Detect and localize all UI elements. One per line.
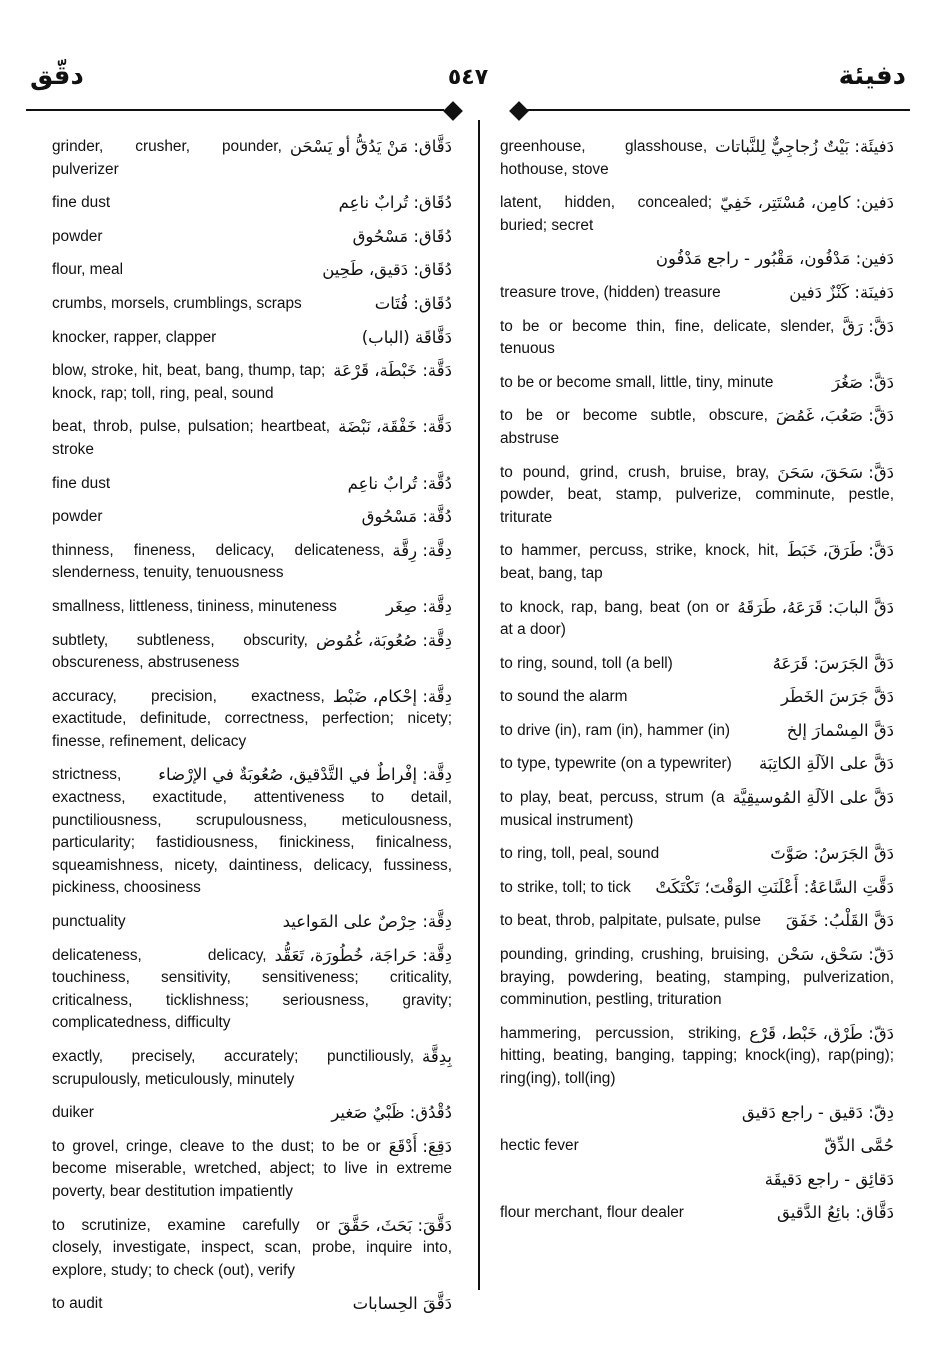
entry-arabic-headword: حُمَّى الدِّقّ xyxy=(824,1136,894,1156)
dictionary-entry xyxy=(52,686,452,754)
right-column xyxy=(500,136,894,1236)
dictionary-entry xyxy=(500,910,894,933)
header-rule-right xyxy=(524,109,910,111)
entry-arabic-headword: دُقَّة: تُرابٌ ناعِم xyxy=(347,473,452,493)
dictionary-entry xyxy=(500,753,894,776)
entry-arabic-headword: دُقَاق: مَسْحُوق xyxy=(352,226,452,246)
guide-word-right: دفيئة xyxy=(838,60,906,90)
dictionary-entry xyxy=(500,1102,894,1125)
entry-arabic-headword: دَقَّ المِسْمارَ إلخ xyxy=(786,720,894,740)
entry-english-definition: punctuality xyxy=(52,913,126,931)
entry-arabic-headword: دَقَّ: رَقَّ xyxy=(842,316,894,336)
left-column xyxy=(52,136,452,1327)
entry-english-definition: treasure trove, (hidden) treasure xyxy=(500,283,721,301)
entry-english-definition: greenhouse, glasshouse, hothouse, stove xyxy=(500,138,708,178)
entry-arabic-headword: دِقَّة: حِرْصٌ على المَواعيد xyxy=(282,912,452,932)
dictionary-entry xyxy=(52,327,452,350)
entry-arabic-headword: دَقَّة: خَفْقَة، نَبْضَة xyxy=(338,417,452,437)
entry-arabic-headword: دَقَّ: طَرَقَ، خَبَطَ xyxy=(786,541,894,561)
entry-arabic-headword: دَقَّ: سَحَقَ، سَحَنَ xyxy=(777,462,894,482)
entry-arabic-headword: دَفين: كامِن، مُسْتَتِر، خَفِيّ xyxy=(720,193,894,213)
entry-arabic-headword: دُقَاق: فُتَات xyxy=(374,293,452,313)
entry-arabic-headword: دَقّ: سَحْق، سَحْن xyxy=(777,945,894,965)
entry-english-definition: to beat, throb, palpitate, pulsate, pulse xyxy=(500,912,761,930)
entry-arabic-headword: دَقَّقَ الحِسابات xyxy=(352,1294,452,1314)
dictionary-entry xyxy=(500,405,894,450)
dictionary-entry xyxy=(52,293,452,316)
entry-english-definition: subtlety, subtleness, obscurity, obscureness, abstruseness xyxy=(52,631,308,672)
entry-english-definition: to be or become thin, fine, delicate, slender, tenuous xyxy=(500,317,835,358)
entry-english-definition: fine dust xyxy=(52,474,111,492)
dictionary-entry xyxy=(500,1202,894,1225)
entry-english-definition: powder xyxy=(52,508,103,526)
entry-arabic-headword: دَقَّتِ السَّاعَةُ: أَعْلَنَتِ الوَقْتَ؛ تَكْتَكَتْ xyxy=(655,877,894,897)
entry-english-definition: to hammer, percuss, strike, knock, hit, beat, bang, tap xyxy=(500,542,779,582)
dictionary-entry xyxy=(52,1102,452,1125)
dictionary-entry xyxy=(52,226,452,249)
entry-arabic-headword: دَقِعَ: أَدْقَعَ xyxy=(388,1136,452,1156)
entry-english-definition: beat, throb, pulse, pulsation; heartbeat, stroke xyxy=(52,418,331,458)
entry-arabic-headword: دَفيئَة: بَيْتٌ زُجاجِيٌّ لِلنَّباتات xyxy=(715,137,894,156)
entry-english-definition: powder xyxy=(52,227,103,245)
entry-english-definition: to pound, grind, crush, bruise, bray, powder, beat, stamp, pulverize, comminute, pestle, triturate xyxy=(500,463,894,526)
entry-english-definition: knocker, rapper, clapper xyxy=(52,328,217,346)
entry-arabic-headword: دَقَّقَ: بَحَثَ، حَقَّقَ xyxy=(337,1215,452,1235)
entry-arabic-headword: دَقّ: طَرْق، خَبْط، قَرْع xyxy=(749,1023,894,1043)
dictionary-entry xyxy=(52,506,452,529)
dictionary-entry xyxy=(52,192,452,215)
entry-arabic-headword: دُقَاق: تُرابٌ ناعِم xyxy=(338,193,452,213)
entry-english-definition: exactly, precisely, accurately; punctiliously, scrupulously, meticulously, minutely xyxy=(52,1048,414,1088)
dictionary-entry xyxy=(500,720,894,743)
entry-arabic-headword: دِقَّة: حَراجَة، خُطُورَة، تَعَقُّد xyxy=(274,945,452,965)
dictionary-entry xyxy=(500,462,894,530)
dictionary-entry xyxy=(52,945,452,1035)
dictionary-entry xyxy=(52,764,452,900)
entry-english-definition: to sound the alarm xyxy=(500,688,628,706)
entry-arabic-headword: دَقَّاقَة (الباب) xyxy=(361,327,452,347)
entry-arabic-headword: دُقْدُق: ظَبْيٌ صَغير xyxy=(331,1103,452,1123)
entry-arabic-headword: دَقَّ القَلْبُ: خَفَقَ xyxy=(785,911,894,931)
entry-arabic-headword: دِقَّة: صِغَر xyxy=(386,596,452,616)
dictionary-entry xyxy=(52,416,452,461)
entry-english-definition: to drive (in), ram (in), hammer (in) xyxy=(500,721,731,739)
page-number: ٥٤٧ xyxy=(447,64,489,89)
entry-arabic-headword: دَقَّ: صَغُرَ xyxy=(831,372,894,392)
entry-arabic-headword: بِدِقَّة xyxy=(422,1047,452,1066)
ornament-diamond-left xyxy=(443,101,463,121)
dictionary-entry xyxy=(52,473,452,496)
dictionary-entry xyxy=(500,686,894,709)
dictionary-entry xyxy=(500,316,894,361)
entry-english-definition: hammering, percussion, striking, hitting, beating, banging, tapping; knock(ing), rap(ping); ring(ing), toll(ing) xyxy=(500,1024,894,1087)
entry-english-definition: grinder, crusher, pounder, pulverizer xyxy=(52,138,282,178)
entry-english-definition: delicateness, delicacy, touchiness, sensitivity, sensitiveness; criticality, criticalness, ticklishness; seriousness, gravity; complicatedness, difficulty xyxy=(52,946,452,1032)
entry-arabic-headword: دَقَّ الجَرَسَ: قَرَعَهُ xyxy=(772,653,894,673)
entry-arabic-headword: دِقَّة: صُعُوبَة، غُمُوض xyxy=(315,630,452,650)
dictionary-entry xyxy=(500,1135,894,1158)
dictionary-entry xyxy=(52,630,452,675)
dictionary-entry xyxy=(500,843,894,866)
entry-english-definition: fine dust xyxy=(52,194,111,212)
dictionary-entry xyxy=(52,911,452,934)
entry-english-definition: latent, hidden, concealed; buried; secret xyxy=(500,194,713,234)
dictionary-entry xyxy=(500,1023,894,1091)
entry-english-definition: flour, meal xyxy=(52,261,124,279)
entry-english-definition: to be or become small, little, tiny, minute xyxy=(500,373,774,391)
dictionary-entry xyxy=(52,1136,452,1204)
entry-english-definition: to be or become subtle, obscure, abstruse xyxy=(500,407,768,447)
entry-english-definition: to type, typewrite (on a typewriter) xyxy=(500,755,732,773)
dictionary-entry xyxy=(500,1169,894,1192)
dictionary-entry xyxy=(500,282,894,305)
entry-english-definition: to ring, sound, toll (a bell) xyxy=(500,654,673,672)
dictionary-entry xyxy=(500,597,894,642)
entry-arabic-headword: دِقَّة: إحْكام، ضَبْط xyxy=(332,686,452,706)
entry-arabic-headword: دُقَاق: دَقيق، طَحِين xyxy=(322,260,452,280)
dictionary-entry xyxy=(500,787,894,832)
dictionary-entry xyxy=(500,372,894,395)
dictionary-entry xyxy=(52,360,452,405)
entry-arabic-headword: دِقَّة: إفْراطٌ في التَّدْقيق، صُعُوبَةٌ في الإرْضاء xyxy=(158,765,452,785)
entry-english-definition: to strike, toll; to tick xyxy=(500,878,631,896)
entry-english-definition: strictness, exactness, exactitude, attentiveness to detail, punctiliousness, scrupulousness, meticulousness, particularity; fastidiousness, finickiness, finicalness, squeamishness, nicety, daintiness, delicacy, fussiness, pickiness, choosiness xyxy=(52,766,452,897)
dictionary-entry xyxy=(500,877,894,900)
entry-arabic-headword: دِقَّة: رِقَّة xyxy=(392,540,452,560)
entry-english-definition: blow, stroke, hit, beat, bang, thump, tap; knock, rap; toll, ring, peal, sound xyxy=(52,362,326,402)
entry-arabic-headword: دَقَّاق: مَنْ يَدُقُّ أو يَسْحَن xyxy=(289,137,452,156)
dictionary-entry xyxy=(52,259,452,282)
entry-arabic-headword: دَقَّ على الآلَةِ المُوسيقِيَّة xyxy=(732,788,894,808)
entry-english-definition: pounding, grinding, crushing, bruising, braying, powdering, beating, stamping, pulverization, comminution, pestling, trituration xyxy=(500,946,894,1009)
entry-arabic-headword: دَقَّ على الآلَةِ الكاتِبَة xyxy=(759,754,894,774)
dictionary-entry xyxy=(500,540,894,585)
entry-english-definition: accuracy, precision, exactness, exactitude, definitude, correctness, perfection; nicety; finesse, refinement, delicacy xyxy=(52,687,452,750)
entry-english-definition: to knock, rap, bang, beat (on or at a door) xyxy=(500,598,730,639)
dictionary-entry xyxy=(500,248,894,271)
header-rule-left xyxy=(26,109,444,111)
guide-word-left: دقّق xyxy=(30,60,84,90)
entry-english-definition: duiker xyxy=(52,1104,94,1122)
entry-arabic-headword: دَفين: مَدْفُون، مَقْبُور - راجع مَدْفُون xyxy=(655,249,894,269)
column-divider xyxy=(478,120,480,1290)
entry-english-definition: to grovel, cringe, cleave to the dust; to be or become miserable, wretched, abject; to live in extreme poverty, bear destitution impatiently xyxy=(52,1137,452,1200)
dictionary-entry xyxy=(52,596,452,619)
dictionary-entry xyxy=(500,944,894,1012)
entry-english-definition: smallness, littleness, tininess, minuteness xyxy=(52,597,337,615)
entry-arabic-headword: دَقَّ: صَعُبَ، غَمُضَ xyxy=(775,406,894,426)
dictionary-entry xyxy=(52,1215,452,1283)
dictionary-entry xyxy=(500,192,894,237)
dictionary-entry xyxy=(500,653,894,676)
entry-english-definition: to play, beat, percuss, strum (a musical instrument) xyxy=(500,789,725,829)
entry-arabic-headword: دَقَّ البابَ: قَرَعَهُ، طَرَقَهُ xyxy=(737,597,894,617)
entry-english-definition: to ring, toll, peal, sound xyxy=(500,845,660,863)
dictionary-entry xyxy=(52,1046,452,1091)
entry-english-definition: thinness, fineness, delicacy, delicateness, slenderness, tenuity, tenuousness xyxy=(52,541,385,582)
dictionary-entry xyxy=(500,136,894,181)
entry-arabic-headword: دِقّ: دَقيق - راجع دَقيق xyxy=(741,1102,894,1122)
entry-english-definition: hectic fever xyxy=(500,1137,579,1155)
dictionary-entry xyxy=(52,136,452,181)
entry-arabic-headword: دَقَّاق: بائِعُ الدَّقيق xyxy=(776,1203,894,1223)
dictionary-entry xyxy=(52,540,452,585)
entry-arabic-headword: دَفينَة: كَنْزٌ دَفين xyxy=(789,282,894,302)
entry-arabic-headword: دَقَّة: خَبْطَة، قَرْعَة xyxy=(333,361,452,381)
entry-english-definition: crumbs, morsels, crumblings, scraps xyxy=(52,294,302,312)
entry-english-definition: to audit xyxy=(52,1295,103,1313)
entry-arabic-headword: دَقَّ الجَرَسُ: صَوَّتَ xyxy=(770,844,894,864)
entry-english-definition: flour merchant, flour dealer xyxy=(500,1204,684,1222)
entry-english-definition: to scrutinize, examine carefully or closely, investigate, inspect, scan, probe, inquire into, explore, study; to check (out), verify xyxy=(52,1216,452,1279)
entry-arabic-headword: دُقَّة: مَسْحُوق xyxy=(361,507,452,527)
dictionary-entry xyxy=(52,1293,452,1316)
entry-arabic-headword: دَقَّ جَرَسَ الخَطَر xyxy=(781,687,894,707)
ornament-diamond-right xyxy=(509,101,529,121)
entry-arabic-headword: دَقائِق - راجع دَقيقَة xyxy=(764,1169,894,1189)
